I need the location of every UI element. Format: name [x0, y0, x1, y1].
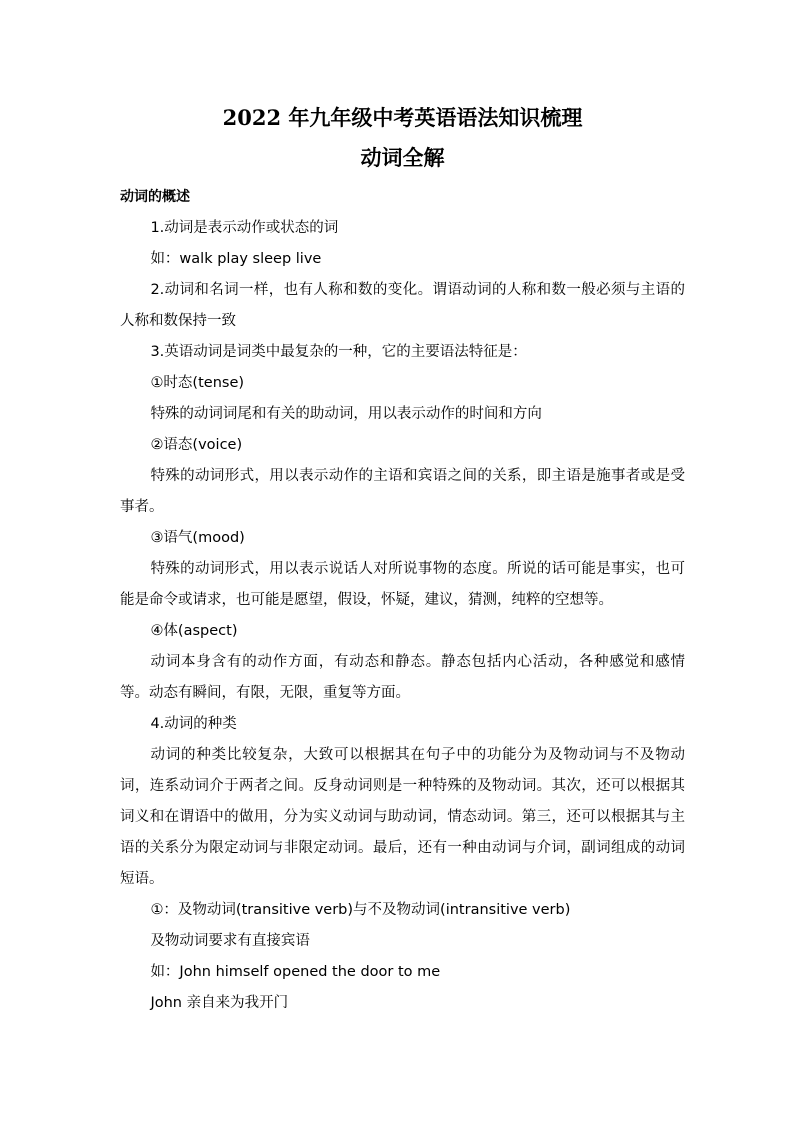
- paragraph-features-intro: 3.英语动词是词类中最复杂的一种，它的主要语法特征是：: [150, 344, 527, 360]
- document-title: 2022 年九年级中考英语语法知识梳理: [222, 105, 583, 130]
- paragraph-transitive-heading: ①：及物动词(transitive verb)与不及物动词(intransitive verb): [150, 902, 571, 918]
- paragraph-example-chinese: John 亲自来为我开门: [150, 995, 289, 1011]
- paragraph-example-english: 如：John himself opened the door to me: [150, 964, 441, 980]
- paragraph-aspect-body: 动词本身含有的动作方面，有动态和静态。静态包括内心活动，各种感觉和感情等。动态有瞬间，有限，无限，重复等方面。: [120, 654, 685, 701]
- paragraph-tense-heading: ①时态(tense): [150, 375, 245, 391]
- paragraph-tense-body: 特殊的动词词尾和有关的助动词，用以表示动作的时间和方向: [150, 406, 542, 422]
- paragraph-examples: 如：walk play sleep live: [150, 251, 322, 267]
- document-subtitle: 动词全解: [360, 145, 445, 170]
- paragraph-transitive-rule: 及物动词要求有直接宾语: [150, 933, 310, 949]
- paragraph-types-heading: 4.动词的种类: [150, 716, 237, 732]
- paragraph-definition: 1.动词是表示动作或状态的词: [150, 220, 339, 236]
- paragraph-aspect-heading: ④体(aspect): [150, 623, 238, 639]
- paragraph-voice-heading: ②语态(voice): [150, 437, 243, 453]
- paragraph-mood-heading: ③语气(mood): [150, 530, 245, 546]
- paragraph-voice-body: 特殊的动词形式，用以表示动作的主语和宾语之间的关系，即主语是施事者或是受事者。: [120, 468, 685, 515]
- document-page: [120, 98, 685, 1019]
- paragraph-person-number: 2.动词和名词一样，也有人称和数的变化。谓语动词的人称和数一般必须与主语的人称和数保持一致: [120, 282, 685, 329]
- paragraph-mood-body: 特殊的动词形式，用以表示说话人对所说事物的态度。所说的话可能是事实，也可能是命令或请求，也可能是愿望，假设，怀疑，建议，猜测，纯粹的空想等。: [120, 561, 685, 608]
- section-heading: 动词的概述: [120, 189, 190, 205]
- paragraph-types-body: 动词的种类比较复杂，大致可以根据其在句子中的功能分为及物动词与不及物动词，连系动词介于两者之间。反身动词则是一种特殊的及物动词。其次，还可以根据其词义和在谓语中的做用，分为实义动词与助动词，情态动词。第三，还可以根据其与主语的关系分为限定动词与非限定动词。最后，还有一种由动词与介词，副词组成的动词短语。: [120, 747, 685, 887]
